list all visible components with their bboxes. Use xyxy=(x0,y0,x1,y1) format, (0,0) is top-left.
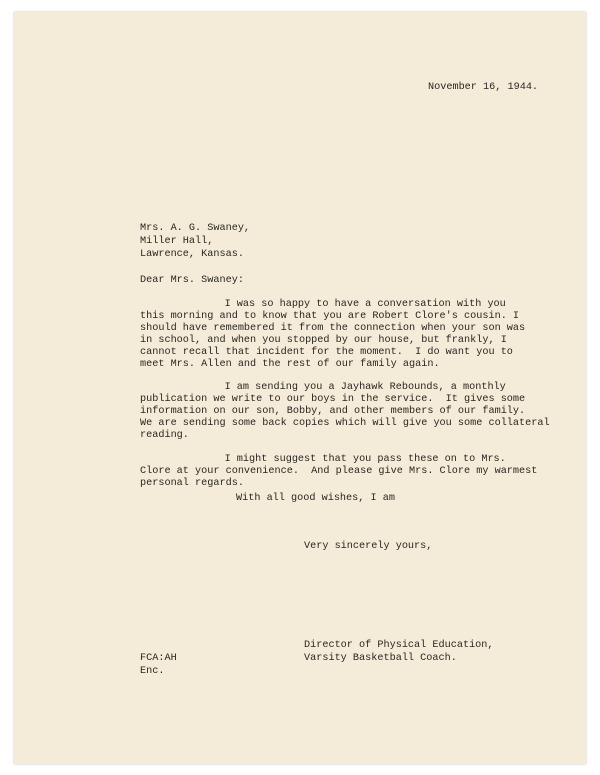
salutation: Dear Mrs. Swaney: xyxy=(140,275,244,286)
paragraph-line: this morning and to know that you are Robert Clore's cousin. I xyxy=(140,311,520,322)
paragraph-line: reading. xyxy=(140,430,189,441)
paragraph-line: I am sending you a Jayhawk Rebounds, a monthly xyxy=(194,382,506,393)
paragraph-line: We are sending some back copies which will give you some collateral xyxy=(140,418,550,429)
well-wishes: With all good wishes, I am xyxy=(236,493,395,504)
signature-title-line-1: Director of Physical Education, xyxy=(304,640,494,651)
enclosure-notation: Enc. xyxy=(140,666,165,677)
paragraph-line: information on our son, Bobby, and other members of our family. xyxy=(140,406,526,417)
recipient-address-line: Miller Hall, xyxy=(140,236,214,247)
paragraph-2 xyxy=(140,382,550,442)
paragraph-line: in school, and when you stopped by our house, but frankly, I xyxy=(140,335,507,346)
complimentary-closing: Very sincerely yours, xyxy=(304,541,433,552)
paragraph-line: should have remembered it from the connection when your son was xyxy=(140,323,526,334)
paragraph-line: meet Mrs. Allen and the rest of our family again. xyxy=(140,359,440,370)
paragraph-line: cannot recall that incident for the moment. I do want you to xyxy=(140,347,513,358)
paragraph-line: publication we write to our boys in the service. It gives some xyxy=(140,394,526,405)
recipient-name: Mrs. A. G. Swaney, xyxy=(140,223,251,234)
paragraph-line: I was so happy to have a conversation with you xyxy=(194,299,506,310)
signature-title-line-2: Varsity Basketball Coach. xyxy=(304,653,457,664)
paragraph-line: I might suggest that you pass these on to Mrs. xyxy=(194,454,506,465)
paragraph-1 xyxy=(140,299,526,371)
letter-page xyxy=(14,12,586,764)
typist-initials: FCA:AH xyxy=(140,653,177,664)
paragraph-3 xyxy=(140,454,538,490)
paragraph-line: Clore at your convenience. And please give Mrs. Clore my warmest xyxy=(140,466,538,477)
recipient-city-state: Lawrence, Kansas. xyxy=(140,249,244,260)
letter-date: November 16, 1944. xyxy=(428,82,539,93)
paragraph-line: personal regards. xyxy=(140,478,244,489)
